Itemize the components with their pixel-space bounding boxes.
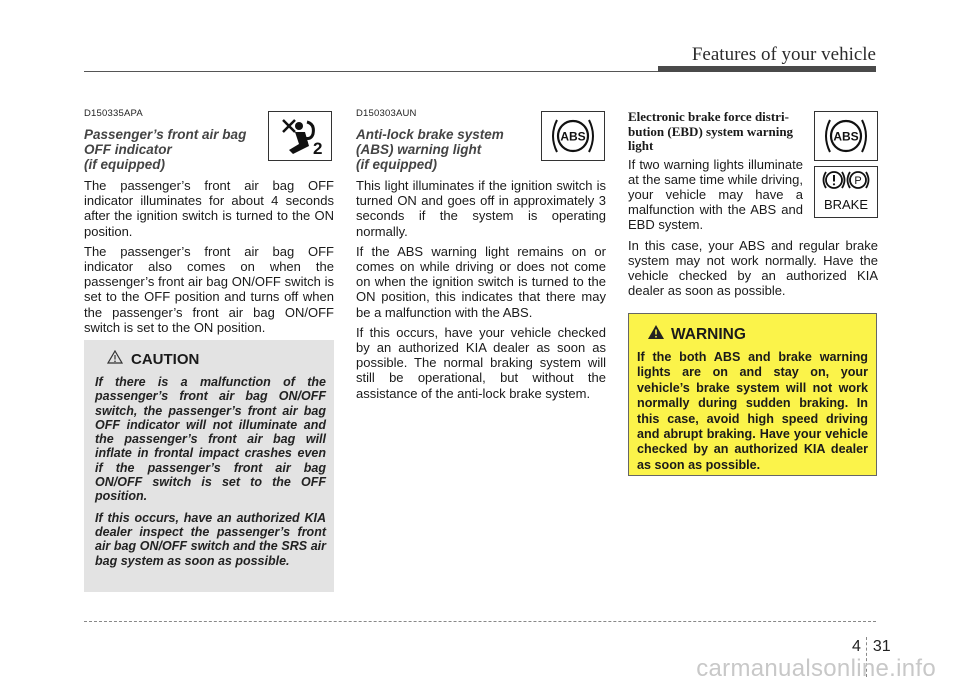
section-code: D150335APA [84, 108, 143, 119]
body-paragraph: If the ABS warning light remains on or comes on while driving or does not come on when the ignition switch is turned to the ON position, this indicates that there may be a malfunction with the ABS. [356, 243, 606, 320]
subtitle-line: (if equipped) [356, 157, 437, 172]
brake-warning-icon [814, 166, 878, 218]
subtitle-line: OFF indicator [84, 142, 172, 157]
body-paragraph: This light illuminates if the ignition switch is turned ON and goes off in approximately 3 seconds if the system is operating normally. [356, 178, 606, 239]
body-paragraph: In this case, your ABS and regular brake system may not work normally. Have the vehicle checked by an authorized KIA dealer as soon as possible. [628, 237, 878, 299]
section-number: 4 [852, 638, 861, 655]
title-line: Electronic brake force distri- [628, 109, 789, 124]
section-subtitle [356, 127, 526, 172]
section-title [628, 110, 803, 154]
svg-text:P: P [854, 175, 862, 187]
abs-icon-text: ABS [560, 129, 586, 144]
abs-warning-icon [541, 111, 605, 161]
footer-rule [84, 621, 876, 622]
header-rule-accent [658, 66, 876, 72]
subtitle-line: Passenger’s front air bag [84, 127, 247, 142]
body-paragraph: If two warning lights illuminate at the same time while driving, your vehicle may have a malfunction with the ABS and EBD system. [628, 156, 803, 233]
svg-text:2: 2 [313, 139, 323, 158]
subtitle-line: Anti-lock brake system [356, 127, 504, 142]
title-line: light [628, 138, 654, 153]
brake-icon-text: BRAKE [823, 197, 869, 212]
body-paragraph: The passenger’s front air bag OFF indicator also comes on when the passenger’s front air bag ON/OFF switch is set to the OFF position and turns off when the passenger’s front air bag ON/OFF switch is set to the ON position. [84, 243, 334, 335]
warning-icon [647, 324, 665, 345]
title-line: bution (EBD) system warning [628, 123, 794, 139]
warning-text: If the both ABS and brake warning lights are on and stay on, your vehicle’s brake system will not work normally during sudden braking. In this case, avoid high speed driving and abrupt braking. Have your vehicle checked by an authorized KIA dealer as soon as possible. [637, 350, 868, 472]
warning-box [628, 313, 877, 476]
caution-icon [107, 350, 123, 369]
passenger-airbag-off-icon [268, 111, 332, 161]
section-code: D150303AUN [356, 108, 417, 119]
abs-icon-text: ABS [833, 129, 859, 144]
caution-label: CAUTION [131, 351, 200, 368]
body-paragraph: The passenger’s front air bag OFF indicator illuminates for about 4 seconds after the ignition switch is turned to the ON position. [84, 178, 334, 239]
page-number-value: 31 [872, 638, 891, 655]
caution-text: If this occurs, have an authorized KIA dealer inspect the passenger’s front air bag ON/OFF switch and the SRS air bag system as soon as possible. [95, 510, 326, 568]
abs-warning-icon [814, 111, 878, 161]
warning-label: WARNING [671, 325, 746, 343]
body-paragraph: If this occurs, have your vehicle checked by an authorized KIA dealer as soon as possible. The normal braking system will still be operational, but without the assistance of the anti-lock brake system. [356, 324, 606, 401]
section-subtitle [84, 127, 254, 172]
caution-text: If there is a malfunction of the passenger’s front air bag ON/OFF switch, the passenger’s front air bag OFF indicator will not illuminate and the passenger’s front air bag will inflate in frontal impact crashes even if the passenger’s front air bag ON/OFF switch is set to the OFF position. [95, 375, 326, 504]
subtitle-line: (if equipped) [84, 157, 165, 172]
caution-box [84, 340, 334, 592]
subtitle-line: (ABS) warning light [356, 142, 482, 157]
page-header-title: Features of your vehicle [691, 44, 876, 65]
watermark: carmanualsonline.info [696, 655, 936, 682]
